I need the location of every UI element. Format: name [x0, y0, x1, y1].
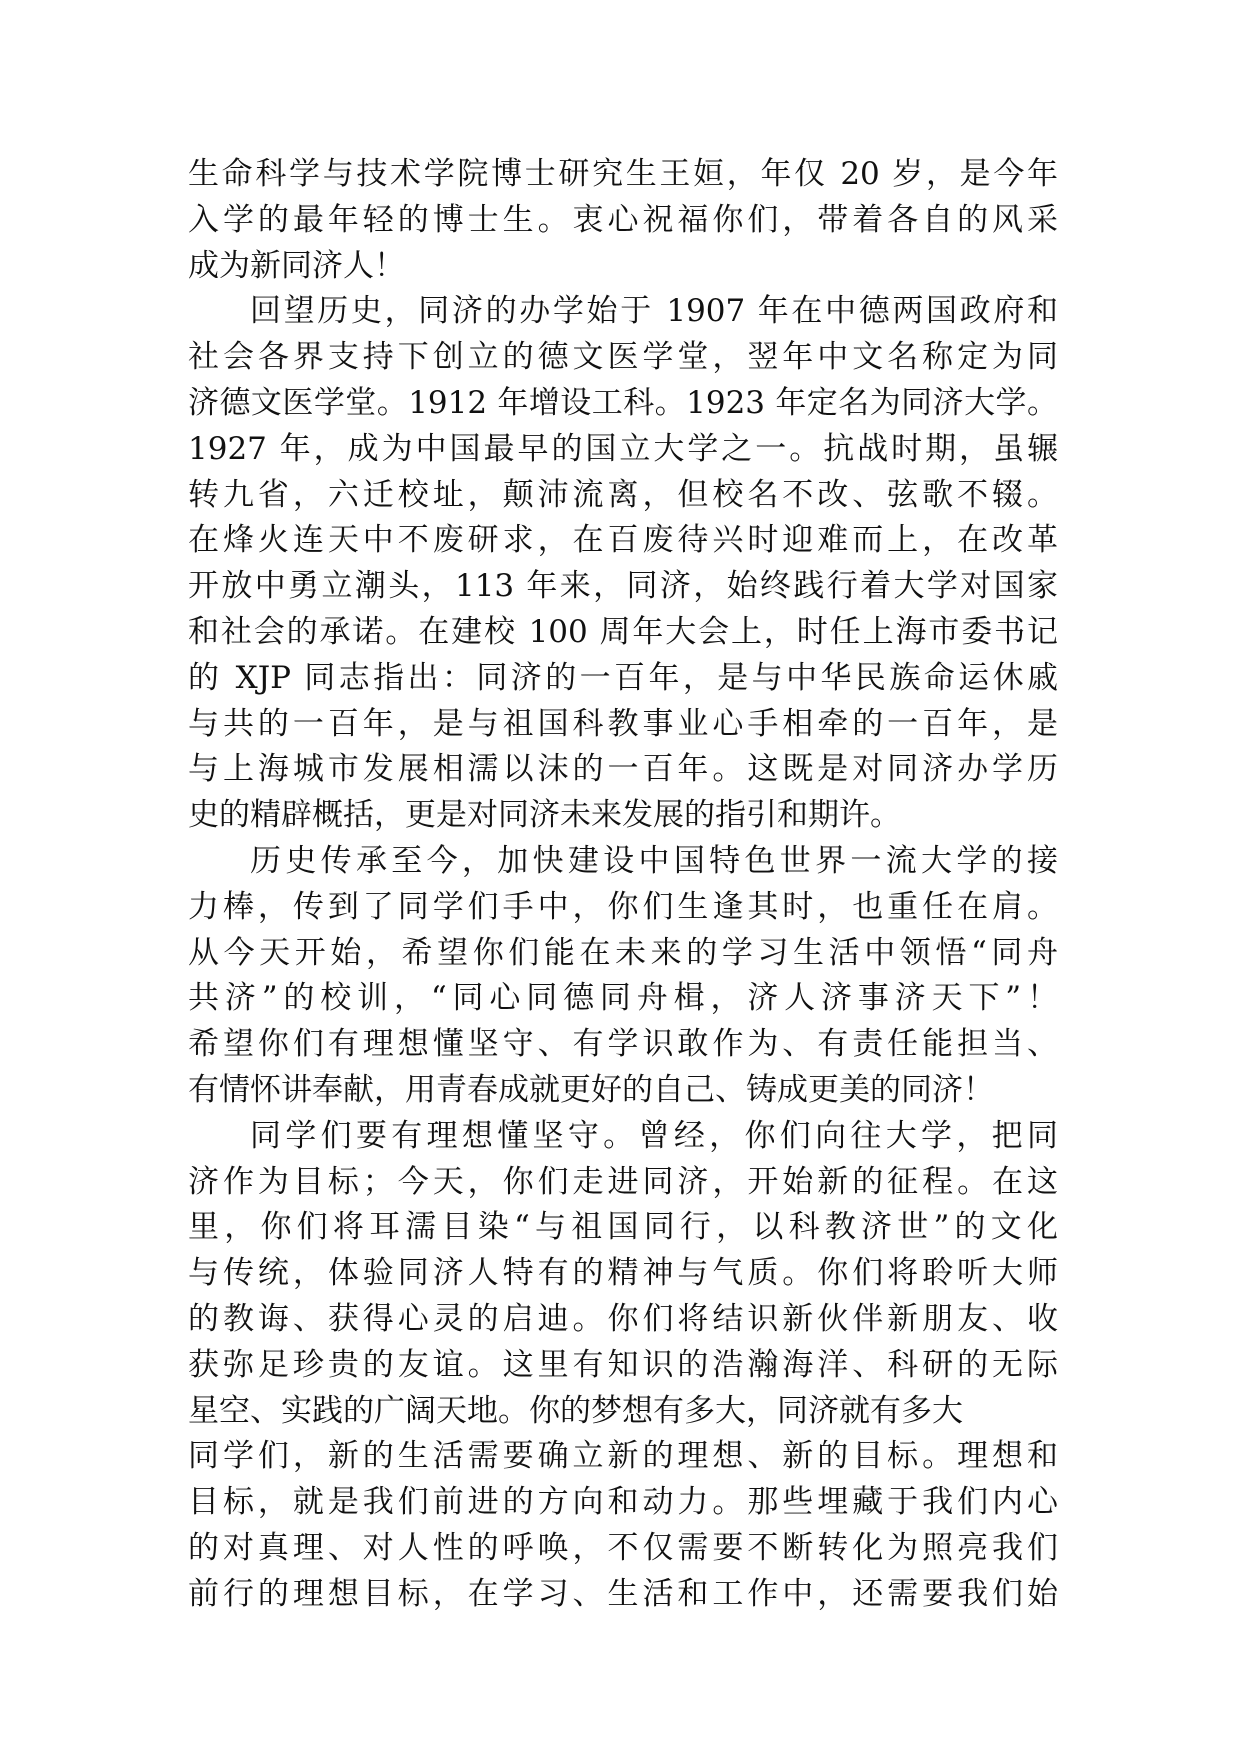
- text-line: 与传统，体验同济人特有的精神与气质。你们将聆听大师: [188, 1255, 1058, 1292]
- text-line: 同学们要有理想懂坚守。曾经，你们向往大学，把同: [250, 1117, 1058, 1154]
- text-line: 希望你们有理想懂坚守、有学识敢作为、有责任能担当、: [188, 1026, 1058, 1063]
- paragraph: [188, 839, 1058, 1114]
- text-line: 里，你们将耳濡目染“与祖国同行，以科教济世”的文化: [188, 1209, 1058, 1246]
- paragraph: [188, 1114, 1058, 1618]
- text-line: 济德文医学堂。1912 年增设工科。1923 年定名为同济大学。: [188, 384, 1058, 421]
- text-line: 同学们，新的生活需要确立新的理想、新的目标。理想和: [188, 1438, 1058, 1475]
- text-line: 力棒，传到了同学们手中，你们生逢其时，也重任在肩。: [188, 888, 1058, 925]
- text-line: 开放中勇立潮头，113 年来，同济，始终践行着大学对国家: [188, 568, 1058, 605]
- text-line: 生命科学与技术学院博士研究生王姮，年仅 20 岁，是今年: [188, 156, 1058, 192]
- text-line: 目标，就是我们前进的方向和动力。那些埋藏于我们内心: [188, 1484, 1058, 1521]
- text-line: 成为新同济人！: [188, 247, 405, 284]
- text-line: 在烽火连天中不废研求，在百废待兴时迎难而上，在改革: [188, 522, 1058, 559]
- text-line: 社会各界支持下创立的德文医学堂，翌年中文名称定为同: [188, 339, 1058, 376]
- text-line: 和社会的承诺。在建校 100 周年大会上，时任上海市委书记: [188, 613, 1058, 650]
- text-line: 与共的一百年，是与祖国科教事业心手相牵的一百年，是: [188, 705, 1058, 742]
- text-line: 前行的理想目标，在学习、生活和工作中，还需要我们始: [188, 1575, 1058, 1612]
- text-line: 的教诲、获得心灵的启迪。你们将结识新伙伴新朋友、收: [188, 1300, 1058, 1337]
- text-line: 共济”的校训，“同心同德同舟楫，济人济事济天下”！: [188, 980, 1058, 1017]
- text-line: 1927 年，成为中国最早的国立大学之一。抗战时期，虽辗: [188, 430, 1058, 467]
- text-line: 入学的最年轻的博士生。衷心祝福你们，带着各自的风采: [188, 201, 1058, 238]
- text-line: 有情怀讲奉献，用青春成就更好的自己、铸成更美的同济！: [188, 1071, 994, 1108]
- text-line: 济作为目标；今天，你们走进同济，开始新的征程。在这: [188, 1163, 1058, 1200]
- text-line: 从今天开始，希望你们能在未来的学习生活中领悟“同舟: [188, 934, 1058, 971]
- paragraph: [188, 152, 1058, 289]
- text-line: 与上海城市发展相濡以沫的一百年。这既是对同济办学历: [188, 751, 1058, 788]
- text-line: 获弥足珍贵的友谊。这里有知识的浩瀚海洋、科研的无际: [188, 1346, 1058, 1383]
- paragraph: [188, 289, 1058, 839]
- text-line: 转九省，六迁校址，颠沛流离，但校名不改、弦歌不辍。: [188, 476, 1058, 513]
- text-line: 历史传承至今，加快建设中国特色世界一流大学的接: [250, 842, 1058, 879]
- text-line: 的对真理、对人性的呼唤，不仅需要不断转化为照亮我们: [188, 1529, 1058, 1566]
- text-line: 史的精辟概括，更是对同济未来发展的指引和期许。: [188, 797, 901, 834]
- document-body-text: [188, 152, 1058, 1618]
- text-line: 回望历史，同济的办学始于 1907 年在中德两国政府和: [250, 293, 1058, 330]
- text-line: 的 XJP 同志指出：同济的一百年，是与中华民族命运休戚: [188, 659, 1058, 696]
- text-line: 星空、实践的广阔天地。你的梦想有多大，同济就有多大: [188, 1392, 963, 1429]
